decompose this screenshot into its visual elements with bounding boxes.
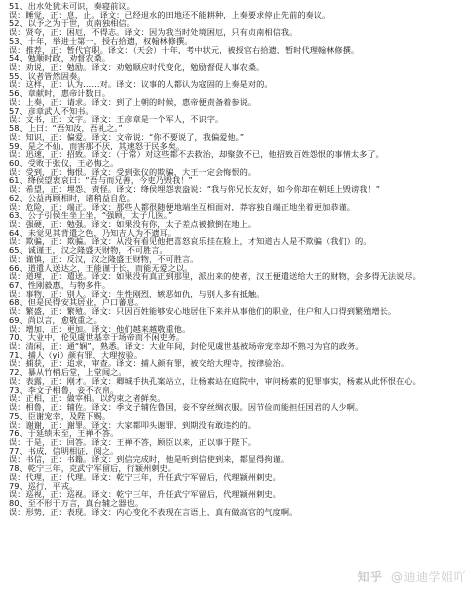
- text-line: 72、暴从竹梢后堂，上堂闻之。: [9, 368, 127, 377]
- text-line: 68、但是民得安其居业，户口蕃息。: [9, 298, 144, 308]
- text-line: 误：文书，正：文字。译文：王彦章是一个军人，不识字。: [9, 115, 224, 125]
- text-line: 误：正相，正：做宰相。以约束之者鲜矣。: [9, 394, 166, 404]
- text-line: 77、书成，信明相证，阅之。: [9, 446, 119, 456]
- text-line: 误：相鲁，正：辅佐。译文：季文子辅佐鲁国，妾不穿丝绸衣服。因节俭而能担任国君的人少啊。: [9, 403, 364, 412]
- text-line: 误：清闲，正：通“娴”，熟悉。译文：大业年间，封伦见虞世基被场帝宠幸却不熟习为官的政务。: [9, 342, 364, 351]
- text-line: 79、巡行，平戎。: [9, 481, 78, 491]
- text-line: 误：欺骗，正：欺骗。译文：从没有看见他把喜怒哀乐挂在脸上，才知道古人是不欺骗（我们）的。: [9, 237, 372, 247]
- text-line: 误：巡视，正：巡视。译文：乾宁三年，升任武宁军留后，代理颍州刺史。: [9, 490, 281, 499]
- text-line: 误：谢谢，正：谢罪。译文：大家都叩头谢罪，到期没有敢违约的。: [9, 420, 257, 430]
- text-line: 误：于是，正：回答。译文：王禅不答，顾臣以来，正以事于陛下。: [9, 437, 257, 447]
- text-line: 56、章献时，惠帝计数日。: [9, 89, 111, 98]
- text-line: 63、公子引侯生坐上坐，“强顾，太子几医。”: [9, 211, 173, 220]
- text-line: 误：这样，正：认为……对。译文：议事的人都认为寇固的上奏是对的。: [9, 80, 273, 90]
- text-line: 误：书信，正：书籍。译文：到信完成时，他是听到信使到来，都显得拘谨。: [9, 455, 290, 465]
- text-line: 64、未觉见其背遣之色，乃知吉人为不遗耳。: [9, 228, 177, 238]
- text-line: 62、公益再顾相时，诸稍益自危。: [9, 193, 135, 203]
- text-line: 误：上奏，正：请求。译文：到了上朝的时候，惠帝便责备着参说。: [9, 97, 257, 107]
- text-line: 55、议者皆然固奏。: [9, 71, 86, 81]
- text-line: 误：繁盛，正：繁殖。译文：只因百姓能够安心地居住下来并从事他们的职业，住户和人口得到繁殖增长。: [9, 307, 397, 316]
- text-line: 误：受到，正：悔恨。译文：受到张仪的欺骗，大王一定会悔恨的。: [9, 167, 257, 177]
- text-line: 误：增加，正：更加。译文：他们越来越敬重他。: [9, 324, 191, 334]
- text-line: 66、道遣人送达之，王能谨于长，而能无爱之以。: [9, 263, 193, 273]
- text-line: 69、尚以言，愈敬重之。: [9, 315, 102, 325]
- text-line: 65、诚谨王，汉之隆盛天财物，不可胜言。: [9, 246, 168, 255]
- text-line: 73、李文子相鲁，妾不衣帛。: [9, 385, 119, 395]
- text-line: 误：睡觉，正：息，止。译文：已经退水的田地还不能耕种，上奏要求停止先前的奏议。: [9, 10, 331, 20]
- text-line: 70、大业中，伦见虞世基幸于场帝而不闲吏务。: [9, 333, 185, 343]
- text-line: 误：推荐，正：暂代官职。译文：（天会）十年，考中状元，被授官右拾遗，暂时代理翰林修撰。: [9, 45, 360, 55]
- text-line: 52、以予之为于世，贞南独相信。: [9, 19, 135, 29]
- text-line: 误：道理，正：遣送。译文：如果没有真正到那里，派出来的使者，汉王便遣送给大王的财物，会多得无法说尽。: [9, 272, 421, 281]
- text-line: 61、绛侯望衷哀曰：“吾与而兄善，今吏乃毁我！”: [9, 176, 193, 186]
- text-line: 76、于延绩未至，王禅不答。: [9, 429, 119, 438]
- text-line: 59、是之不仙，而害那不厌，其速怒于民多矣。: [9, 141, 185, 151]
- text-line: 58、上曰：“吾知汝，吾礼之。”: [9, 124, 123, 133]
- text-line: 误：贤夸，正：困厄，不得志。译文：因为我当时处境困厄，只有贞南相信我。: [9, 28, 298, 37]
- text-line: 53、十年，举进士第一，授右拾遗，权翰林修撰。: [9, 36, 193, 46]
- text-line: 78、乾宁三年，克武宁军留后，行颍州刺史。: [9, 464, 177, 473]
- text-line: 误：希望，正：埋怨、责怪。译文：绛侯埋怨衷盎说：“我与你兄长友好，如今你却在朝廷上毁谤我！”: [9, 185, 381, 194]
- text-line: 51、出水处犹未可识，奏寝前议。: [9, 2, 135, 11]
- text-line: 67、性刚毅惠，与物多件。: [9, 281, 111, 290]
- text-line: 75、臣谢宠幸，及陛下赐。: [9, 411, 111, 421]
- text-line: 误：知识，正：偏爱。译文：文帝说：“你不要说了，我偏爱他。”: [9, 132, 245, 142]
- watermark: [358, 568, 466, 585]
- text-line: 误：代理，正：代理。译文：乾宁三年，升任武宁军留后，代理颍州刺史。: [9, 472, 281, 482]
- text-line: 71、捕人（yi）颜有罪，大理按验。: [9, 350, 143, 360]
- text-line: 误：形势，正：表现。译文：内心变化不表现在言语上，真有做高官的气度啊。: [9, 507, 298, 517]
- text-line: 57、彦章武人不知书。: [9, 106, 94, 116]
- text-line: 80、至不形于万言，真台辅之器也。: [9, 498, 144, 508]
- text-line: 误：表露，正：刚才。译文：卿城手执孔案站立，让杨素站在庭院中，审问杨素的犯罪事实，杨素从此怀恨在心。: [9, 376, 421, 386]
- document-body: [9, 2, 469, 516]
- zhihu-logo-text: 知乎: [357, 570, 383, 584]
- text-line: 误：事物，正：别人。译文：生性刚烈，嫉恶如仇，与别人多有抵触。: [9, 289, 265, 299]
- text-line: 误：危险，正：端正。译文：那些人都很随便地端坐互相面对，莽容独自端正地坐着更加恭谨。: [9, 202, 355, 212]
- watermark-handle: @迪迪学姐吖: [390, 570, 466, 584]
- text-line: 误：劝说，正：勉励。译文：劝勉顺应时代变化，勉励督促人事农桑。: [9, 63, 265, 72]
- text-line: 误：迅速，正：招致。译文：（于常）对这些都不去救治，却聚敛不已，他招致百姓怨恨的事情太多了。: [9, 150, 384, 159]
- text-line: 54、勉顺时政，劝督农桑。: [9, 54, 111, 64]
- text-line: 误：捕获，正：追求，审查。译文：捕人颜有罪，被交给大理寺，按律验治。: [9, 359, 290, 369]
- text-line: 60、受败于张仪，王必悔之。: [9, 158, 119, 168]
- text-line: 误：强硬，正：勉强。译文：如果没有你，太子差点被掀倒在地上。: [9, 219, 257, 229]
- text-line: 误：谨慎，正：反汉，汉之隆盛王财物，不可胜言。: [9, 254, 199, 264]
